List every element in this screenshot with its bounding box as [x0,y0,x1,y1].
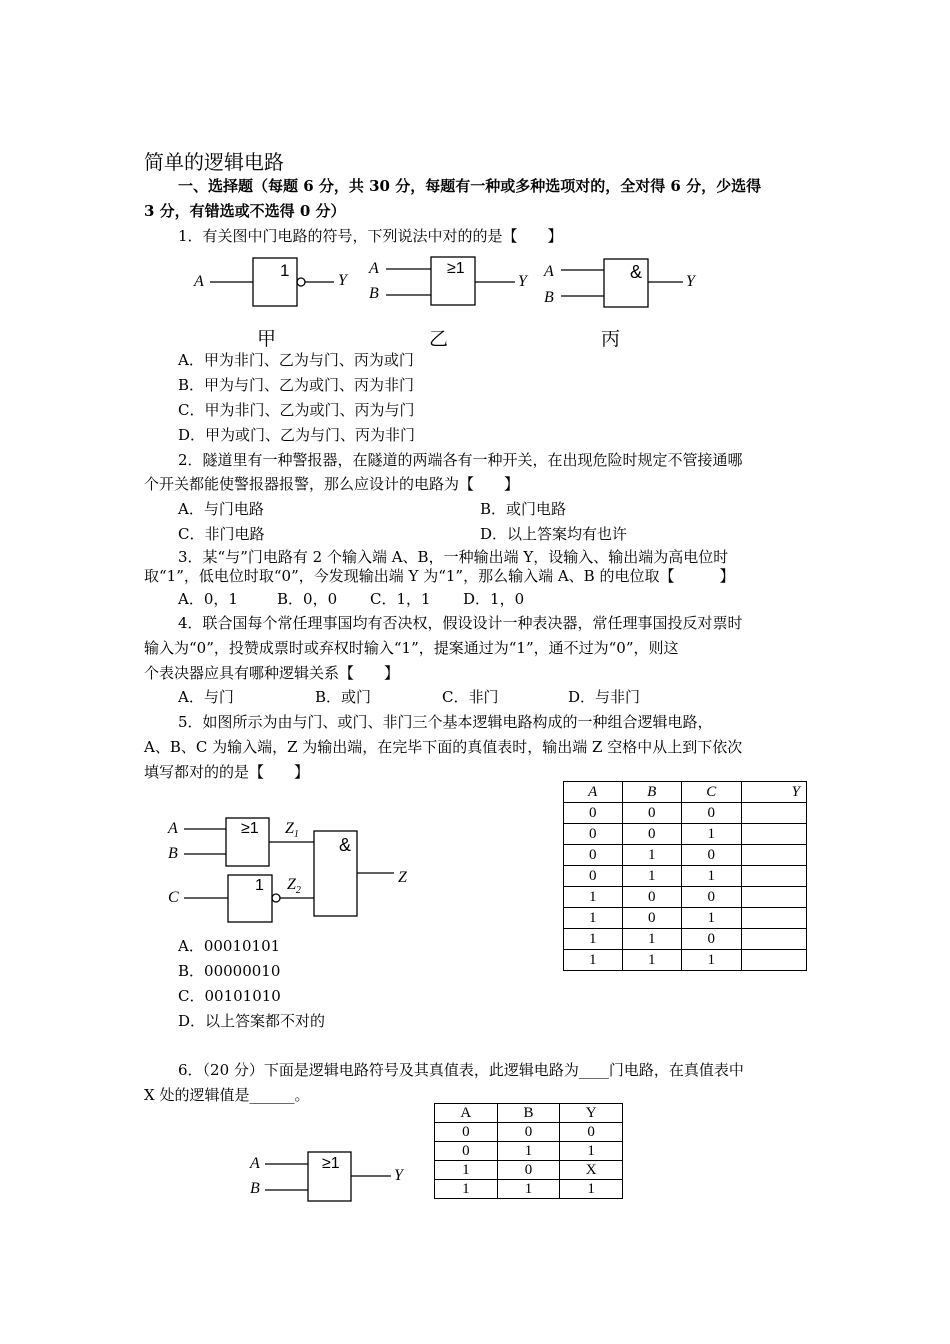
q5-cell: 1 [564,929,623,950]
q3-line2: 取“1”，低电位时取“0”，今发现输出端 Y 为“1”，那么输入端 A、B 的电位取【 】 [144,567,735,585]
q6-input-a: A [250,1155,260,1172]
q1-option-d: D．甲为或门、乙为与门、丙为非门 [178,426,416,444]
q5-output-cell[interactable] [741,929,806,950]
q5-z2-letter: Z [287,876,296,893]
q5-cell: 0 [682,845,742,866]
q6-cell: 1 [435,1180,498,1199]
q5-cell: 1 [564,950,623,971]
q5-line1: 5．如图所示为由与门、或门、非门三个基本逻辑电路构成的一种组合逻辑电路， [178,713,713,731]
q5-cell: 1 [564,908,623,929]
gate-bing [561,259,683,307]
q5-option-b: B．00000010 [178,962,281,980]
q5-z1-sub: 1 [293,829,299,841]
q5-cell: 1 [622,929,681,950]
q5-cell: 0 [622,908,681,929]
q6-line2: X 处的逻辑值是______。 [144,1086,310,1104]
q5-cell: 1 [622,866,681,887]
q5-header-c: C [682,782,742,803]
gate-jia [210,258,334,306]
q6-cell: 0 [435,1142,498,1161]
q5-input-c: C [168,889,179,906]
q1-option-b: B．甲为与门、乙为或门、丙为非门 [178,376,415,394]
q5-cell: 0 [622,824,681,845]
q5-cell: 1 [682,908,742,929]
q6-cell: 1 [560,1180,623,1199]
gate-jia-symbol: 1 [280,261,290,280]
q5-output-cell[interactable] [741,866,806,887]
q5-cell: 0 [682,887,742,908]
q2-line1: 2．隧道里有一种警报器，在隧道的两端各有一种开关，在出现危险时规定不管接通哪 [178,451,743,469]
q3-option-b: B．0，0 [277,590,338,608]
q6-cell: 1 [497,1180,560,1199]
q3-option-d: D．1，0 [463,590,525,608]
q5-z1-letter: Z [285,820,294,837]
q2-line2: 个开关都能使警报器报警，那么应设计的电路为【 】 [144,475,520,493]
q4-line2: 输入为“0”，投赞成票时或弃权时输入“1”，提案通过为“1”，通不过为“0”，则这 [144,639,679,657]
q5-header-b: B [622,782,681,803]
q6-cell: 0 [560,1123,623,1142]
q5-cell: 1 [682,824,742,845]
q5-option-c: C．00101010 [178,987,281,1005]
gate-yi-output-label: Y [518,273,527,290]
q3-option-c: C．1，1 [370,590,431,608]
q5-z1-label [285,820,299,840]
q5-output-z: Z [398,869,407,886]
q5-cell: 0 [564,824,623,845]
q6-cell: 1 [497,1142,560,1161]
q6-or-symbol: ≥1 [322,1155,340,1172]
q2-option-d: D．以上答案均有也许 [480,525,628,543]
table-row [564,803,807,824]
table-row [564,929,807,950]
q1-stem: 1．有关图中门电路的符号，下列说法中对的的是【 】 [178,227,563,245]
q5-cell: 0 [564,866,623,887]
table-row [435,1161,623,1180]
gate-bing-symbol: & [630,262,643,282]
table-row [564,845,807,866]
q2-option-a: A．与门电路 [178,500,264,518]
table-row [564,866,807,887]
q4-option-a: A．与门 [178,688,234,706]
section-header-line2: 3 分，有错选或不选得 0 分） [144,202,346,220]
q5-option-d: D．以上答案都不对的 [178,1012,326,1030]
table-row [564,824,807,845]
gate-jia-input-label: A [194,273,204,290]
q5-cell: 1 [682,950,742,971]
gate-yi-symbol: ≥1 [447,260,465,277]
q3-option-a: A．0，1 [178,590,238,608]
q5-output-cell[interactable] [741,824,806,845]
q5-cell: 1 [622,845,681,866]
q2-option-c: C．非门电路 [178,525,265,543]
q5-output-cell[interactable] [741,887,806,908]
table-row [435,1180,623,1199]
q1-option-c: C．甲为非门、乙为或门、丙为与门 [178,401,415,419]
section-header-line1: 一、选择题（每题 6 分，共 30 分，每题有一种或多种选项对的，全对得 6 分，少选得 [178,177,762,195]
q5-output-cell[interactable] [741,950,806,971]
q1-option-a: A．甲为非门、乙为与门、丙为或门 [178,351,414,369]
q5-z2-label [287,876,301,896]
gate-bing-input2-label: B [544,289,554,306]
q6-output-y: Y [394,1167,403,1184]
q5-or-symbol: ≥1 [241,820,259,837]
q5-header-y: Y [741,782,806,803]
q6-cell: 0 [497,1161,560,1180]
table-row [435,1123,623,1142]
q4-option-b: B．或门 [315,688,372,706]
q6-header-b: B [497,1104,560,1123]
q3-line1: 3．某“与”门电路有 2 个输入端 A、B，一种输出端 Y，设输入、输出端为高电位时 [178,548,729,566]
q5-cell: 1 [682,866,742,887]
q5-input-a: A [168,820,178,837]
gate-yi-input2-label: B [369,285,379,302]
q4-option-d: D．与非门 [568,688,641,706]
q6-cell: 0 [435,1123,498,1142]
q5-not-symbol: 1 [255,877,264,894]
q5-line3: 填写都对的的是【 】 [144,763,310,781]
q6-header-y: Y [560,1104,623,1123]
q5-cell: 0 [682,803,742,824]
table-row [564,887,807,908]
q6-cell: 1 [560,1142,623,1161]
q5-cell: 1 [564,887,623,908]
gate-jia-output-label: Y [338,272,347,289]
q5-table-header [564,782,807,803]
page-title: 简单的逻辑电路 [144,150,284,174]
q5-output-cell[interactable] [741,908,806,929]
q5-cell: 0 [564,845,623,866]
q5-cell: 0 [682,929,742,950]
q5-cell: 0 [622,803,681,824]
q6-table-header [435,1104,623,1123]
q5-z2-sub: 2 [295,885,301,897]
gate-bing-input1-label: A [544,263,554,280]
q6-cell: 0 [497,1123,560,1142]
table-row [435,1142,623,1161]
q5-and-symbol: & [339,835,352,855]
q5-output-cell[interactable] [741,803,806,824]
q5-cell: 0 [622,887,681,908]
q5-line2: A、B、C 为输入端，Z 为输出端，在完毕下面的真值表时，输出端 Z 空格中从上到下依次 [144,738,743,756]
q2-option-b: B．或门电路 [480,500,567,518]
q5-output-cell[interactable] [741,845,806,866]
table-row [564,950,807,971]
q4-option-c: C．非门 [442,688,499,706]
gate-yi-input1-label: A [369,260,379,277]
q4-line3: 个表决器应具有哪种逻辑关系【 】 [144,664,400,682]
q5-truth-table [563,781,807,971]
table-row [564,908,807,929]
q5-cell: 1 [622,950,681,971]
q6-line1: 6．（20 分）下面是逻辑电路符号及其真值表，此逻辑电路为____门电路，在真值表中 [178,1061,744,1079]
q4-line1: 4．联合国每个常任理事国均有否决权，假设设计一种表决器，常任理事国投反对票时 [178,614,743,632]
gate-bing-output-label: Y [686,273,695,290]
gate-jia-caption: 甲 [257,328,277,350]
q6-truth-table [434,1103,623,1199]
gate-yi-caption: 乙 [429,328,449,350]
q5-cell: 0 [564,803,623,824]
gate-bing-caption: 丙 [601,328,621,350]
q5-header-a: A [564,782,623,803]
q6-header-a: A [435,1104,498,1123]
q5-option-a: A．00010101 [178,937,281,955]
q6-cell: 1 [435,1161,498,1180]
q6-cell: X [560,1161,623,1180]
q6-input-b: B [250,1180,260,1197]
q5-input-b: B [168,845,178,862]
